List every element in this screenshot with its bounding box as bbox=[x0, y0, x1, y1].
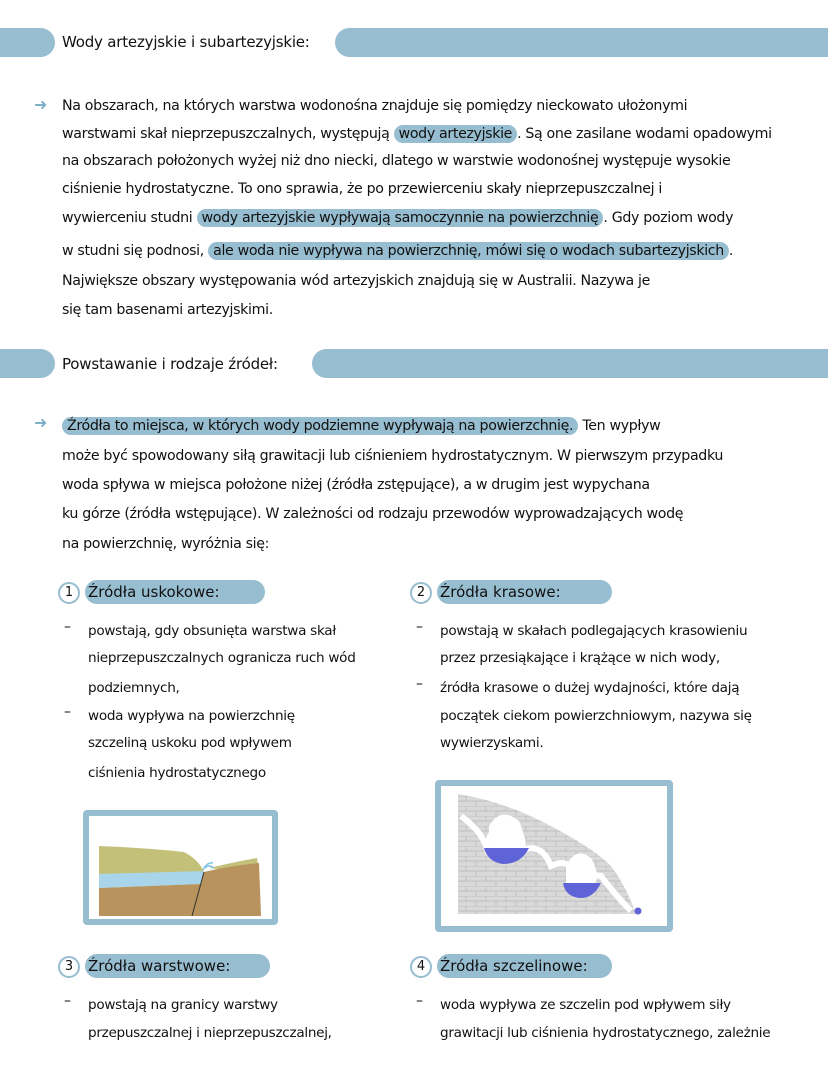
number-badge: 4 bbox=[410, 956, 432, 978]
bullet-line: wywierzyskami. bbox=[440, 735, 544, 751]
text-segment: warstwami skał nieprzepuszczalnych, występują bbox=[62, 126, 394, 142]
text-segment: Ten wypływ bbox=[578, 418, 661, 434]
bullet-line: początek ciekom powierzchniowym, nazywa się bbox=[440, 708, 752, 724]
header-bar-left bbox=[0, 28, 55, 57]
bullet-line: grawitacji lub ciśnienia hydrostatycznego, zależnie bbox=[440, 1025, 771, 1041]
highlighted-text: wody artezyjskie bbox=[394, 125, 517, 143]
paragraph-line bbox=[62, 448, 723, 464]
spring-type-title: Źródła warstwowe: bbox=[88, 957, 231, 975]
bullet-line: źródła krasowe o dużej wydajności, które dają bbox=[440, 680, 740, 696]
bullet-line: podziemnych, bbox=[88, 680, 180, 696]
bullet-line: przez przesiąkające i krążące w nich wody, bbox=[440, 650, 720, 666]
bullet-dash: – bbox=[416, 993, 423, 1009]
bullet-dash: – bbox=[64, 993, 71, 1009]
text-segment: Największe obszary występowania wód artezyjskich znajdują się w Australii. Nazywa je bbox=[62, 273, 650, 289]
highlighted-text: ale woda nie wypływa na powierzchnię, mówi się o wodach subartezyjskich bbox=[208, 242, 729, 260]
text-segment: Na obszarach, na których warstwa wodonośna znajduje się pomiędzy nieckowato ułożonymi bbox=[62, 98, 688, 114]
bullet-dash: – bbox=[416, 619, 423, 635]
arrow-icon: ➜ bbox=[34, 413, 48, 432]
text-segment: się tam basenami artezyjskimi. bbox=[62, 302, 273, 318]
fault-spring-illustration bbox=[83, 810, 278, 925]
text-segment: na obszarach położonych wyżej niż dno niecki, dlatego w warstwie wodonośnej występuje wysokie bbox=[62, 153, 731, 169]
paragraph-line bbox=[62, 243, 733, 259]
section-title-springs: Powstawanie i rodzaje źródeł: bbox=[62, 355, 278, 373]
bullet-dash: – bbox=[64, 619, 71, 635]
bullet-line: szczeliną uskoku pod wpływem bbox=[88, 735, 292, 751]
bullet-line: powstają w skałach podlegających krasowieniu bbox=[440, 623, 748, 639]
paragraph-line bbox=[62, 418, 660, 434]
text-segment: w studni się podnosi, bbox=[62, 243, 209, 259]
paragraph-line bbox=[62, 210, 733, 226]
paragraph-line bbox=[62, 302, 273, 318]
spring-type-title: Źródła szczelinowe: bbox=[440, 957, 588, 975]
section-title-artesian: Wody artezyjskie i subartezyjskie: bbox=[62, 33, 310, 51]
paragraph-line bbox=[62, 273, 650, 289]
paragraph-line bbox=[62, 153, 730, 169]
paragraph-line bbox=[62, 98, 687, 114]
number-badge: 2 bbox=[410, 582, 432, 604]
bullet-line: powstają na granicy warstwy bbox=[88, 997, 278, 1013]
text-segment: może być spowodowany siłą grawitacji lub ciśnieniem hydrostatycznym. W pierwszym przypadku bbox=[62, 448, 724, 464]
bullet-line: powstają, gdy obsunięta warstwa skał bbox=[88, 623, 336, 639]
header-bar-left bbox=[0, 349, 55, 378]
bullet-dash: – bbox=[64, 704, 71, 720]
spring-type-title: Źródła uskokowe: bbox=[88, 583, 220, 601]
header-bar-right bbox=[312, 349, 828, 378]
karst-spring-illustration bbox=[435, 780, 673, 932]
highlighted-text: Źródła to miejsca, w których wody podziemne wypływają na powierzchnię. bbox=[62, 417, 578, 435]
paragraph-line bbox=[62, 181, 662, 197]
number-badge: 1 bbox=[58, 582, 80, 604]
paragraph-line bbox=[62, 126, 772, 142]
text-segment: . Gdy poziom wody bbox=[603, 210, 734, 226]
highlighted-text: wody artezyjskie wypływają samoczynnie na powierzchnię bbox=[197, 209, 604, 227]
bullet-line: woda wypływa ze szczelin pod wpływem siły bbox=[440, 997, 731, 1013]
bullet-line: woda wypływa na powierzchnię bbox=[88, 708, 295, 724]
arrow-icon: ➜ bbox=[34, 95, 48, 114]
bullet-line: ciśnienia hydrostatycznego bbox=[88, 765, 266, 781]
text-segment: wywierceniu studni bbox=[62, 210, 197, 226]
header-bar-right bbox=[335, 28, 828, 57]
text-segment: woda spływa w miejsca położone niżej (źródła zstępujące), a w drugim jest wypychana bbox=[62, 477, 650, 493]
text-segment: . bbox=[728, 243, 734, 259]
text-segment: . Są one zasilane wodami opadowymi bbox=[517, 126, 772, 142]
paragraph-line bbox=[62, 477, 650, 493]
spring-type-title: Źródła krasowe: bbox=[440, 583, 561, 601]
number-badge: 3 bbox=[58, 956, 80, 978]
text-segment: ku górze (źródła wstępujące). W zależności od rodzaju przewodów wyprowadzających wodę bbox=[62, 506, 684, 522]
bullet-line: nieprzepuszczalnych ogranicza ruch wód bbox=[88, 650, 356, 666]
text-segment: ciśnienie hydrostatyczne. To ono sprawia, że po przewierceniu skały nieprzepuszczalnej i bbox=[62, 181, 663, 197]
bullet-line: przepuszczalnej i nieprzepuszczalnej, bbox=[88, 1025, 332, 1041]
paragraph-line bbox=[62, 506, 683, 522]
bullet-dash: – bbox=[416, 676, 423, 692]
text-segment: na powierzchnię, wyróżnia się: bbox=[62, 536, 270, 552]
paragraph-line bbox=[62, 536, 269, 552]
